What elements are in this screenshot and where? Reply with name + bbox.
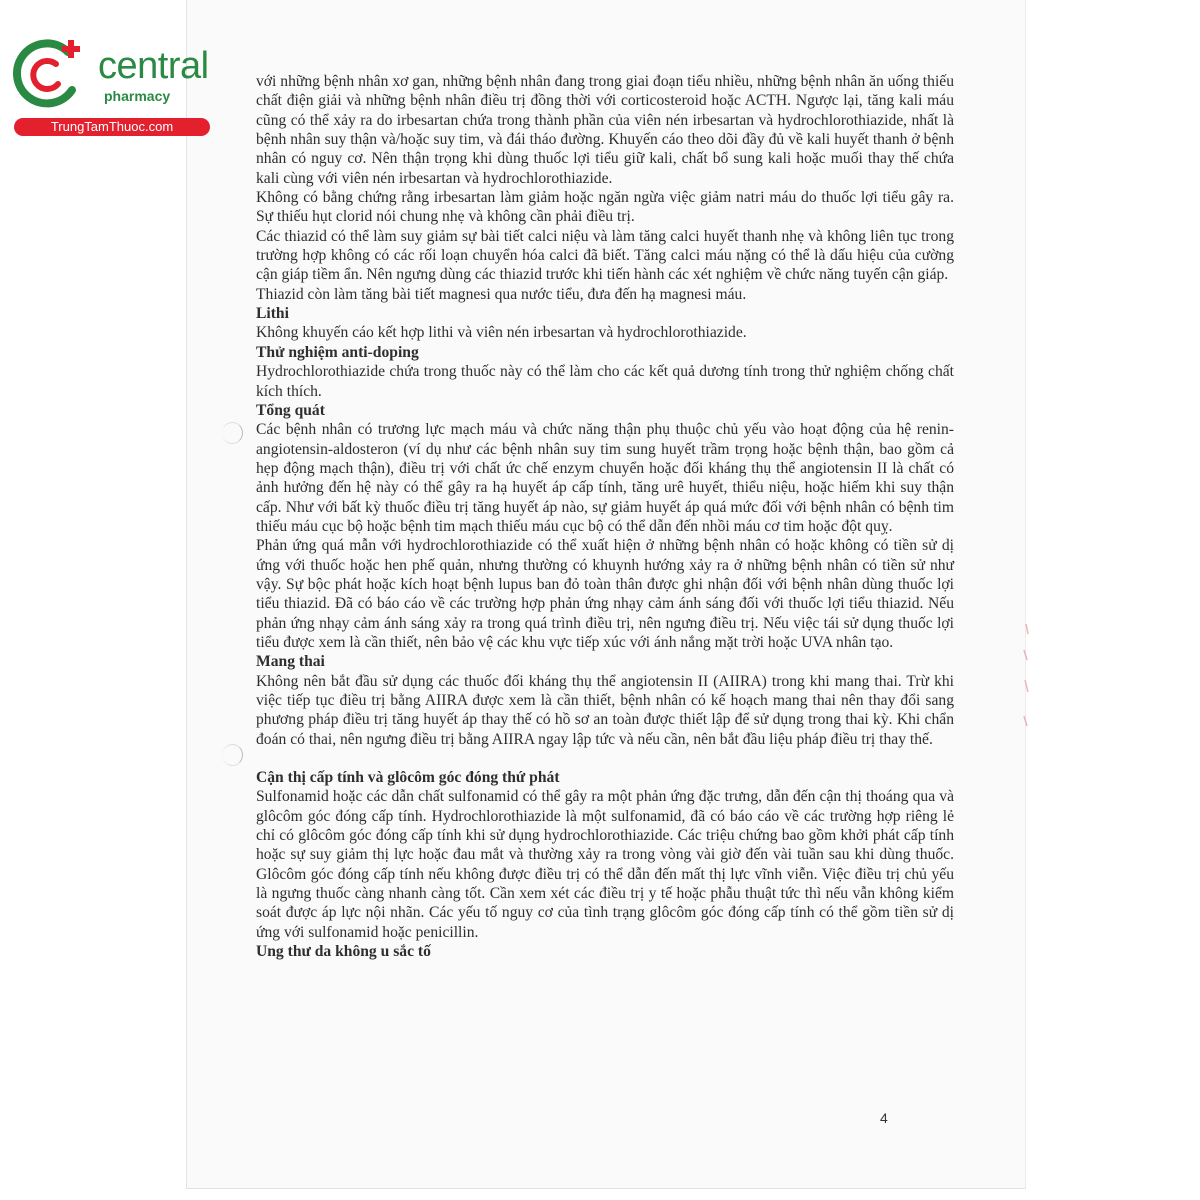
edge-stamp-marks <box>1018 620 1032 740</box>
paragraph: Hydrochlorothiazide chứa trong thuốc này có thể làm cho các kết quả dương tính trong thử nghiệm chống chất kích thích. <box>256 363 954 400</box>
logo-site-url[interactable]: TrungTamThuoc.com <box>14 118 210 136</box>
section-heading-skin-cancer: Ung thư da không u sắc tố <box>256 943 431 961</box>
paragraph: Sulfonamid hoặc các dẫn chất sulfonamid có thể gây ra một phản ứng đặc trưng, dẫn đến cận thị thoáng qua và glôcôm góc đóng cấp tính. Hydrochlorothiazide là một sulfonamid, đã có báo cáo về các trường hợp riêng lẻ chỉ có glôcôm góc đóng cấp tính khi sử dụng hydrochlorothiazide. Các triệu chứng bao gồm khởi phát cấp tính hoặc sự suy giảm thị lực hoặc đau mắt và thường xảy ra trong vòng vài giờ đến vài tuần sau khi dùng thuốc. Glôcôm góc đóng cấp tính nếu không được điều trị có thể dẫn đến mất thị lực vĩnh viễn. Việc điều trị chủ yếu là ngưng thuốc càng nhanh càng tốt. Cần xem xét các điều trị y tế hoặc phẫu thuật tức thì nếu vẫn không kiểm soát được áp lực nội nhãn. Các yếu tố nguy cơ của tình trạng glôcôm góc đóng cấp tính có thể gồm tiền sử dị ứng với sulfonamid hoặc penicillin. <box>256 788 954 941</box>
section-heading-myopia-glaucoma: Cận thị cấp tính và glôcôm góc đóng thứ phát <box>256 769 560 787</box>
paragraph: Không khuyến cáo kết hợp lithi và viên nén irbesartan và hydrochlorothiazide. <box>256 324 747 342</box>
pharmacy-logo[interactable] <box>10 36 215 136</box>
page-number: 4 <box>880 1110 888 1126</box>
central-pharmacy-logo-icon <box>10 38 90 110</box>
paragraph: với những bệnh nhân xơ gan, những bệnh nhân đang trong giai đoạn tiểu nhiều, những bệnh nhân ăn uống thiếu chất điện giải và những bệnh nhân điều trị đồng thời với corticosteroid hoặc ACTH. Ngược lại, tăng kali máu cũng có thể xảy ra do irbesartan chứa trong thành phần của viên nén irbesartan và hydrochlorothiazide, nhất là bệnh nhân suy thận và/hoặc suy tim, và đái tháo đường. Khuyến cáo theo dõi đầy đủ về kali huyết thanh ở bệnh nhân có nguy cơ. Nên thận trọng khi dùng thuốc lợi tiểu giữ kali, chất bổ sung kali hoặc muối thay thế chứa kali cùng với viên nén irbesartan và hydrochlorothiazide. <box>256 73 954 187</box>
punch-hole-mark <box>222 744 243 766</box>
punch-hole-mark <box>222 422 243 444</box>
paragraph: Các bệnh nhân có trương lực mạch máu và chức năng thận phụ thuộc chủ yếu vào hoạt động của hệ renin-angiotensin-aldosteron (ví dụ như các bệnh nhân suy tim sung huyết trầm trọng hoặc bệnh thận, bao gồm cả hẹp động mạch thận), điều trị với chất ức chế enzym chuyển hoặc đối kháng thụ thể angiotensin II là chất có ảnh hưởng đến hệ này có thể gây ra hạ huyết áp cấp tính, tăng urê huyết, thiểu niệu, hoặc hiếm khi suy thận cấp. Như với bất kỳ thuốc điều trị tăng huyết áp nào, sự giảm huyết áp quá mức đối với bệnh nhân có bệnh tim thiếu máu cục bộ hoặc bệnh tim mạch thiếu máu cục bộ có thể dẫn đến nhồi máu cơ tim hoặc đột quỵ. <box>256 421 954 535</box>
section-heading-pregnancy: Mang thai <box>256 653 325 671</box>
paragraph: Không nên bắt đầu sử dụng các thuốc đối kháng thụ thể angiotensin II (AIIRA) trong khi mang thai. Trừ khi việc tiếp tục điều trị bằng AIIRA được xem là cần thiết, bệnh nhân có kế hoạch mang thai nên thay đổi sang phương pháp điều trị tăng huyết áp thay thế có hồ sơ an toàn được thiết lập để sử dụng trong thai kỳ. Khi chẩn đoán có thai, nên ngưng điều trị bằng AIIRA ngay lập tức và nếu cần, nên bắt đầu liệu pháp điều trị thay thế. <box>256 672 954 748</box>
section-heading-anti-doping: Thử nghiệm anti-doping <box>256 343 419 361</box>
logo-brand-name: central <box>98 45 209 87</box>
document-body <box>256 72 954 961</box>
paragraph: Thiazid còn làm tăng bài tiết magnesi qua nước tiểu, đưa đến hạ magnesi máu. <box>256 285 747 303</box>
paragraph: Không có bằng chứng rằng irbesartan làm giảm hoặc ngăn ngừa việc giảm natri máu do thuốc lợi tiểu gây ra. Sự thiếu hụt clorid nói chung nhẹ và không cần phải điều trị. <box>256 189 954 226</box>
paragraph: Phản ứng quá mẫn với hydrochlorothiazide có thể xuất hiện ở những bệnh nhân có hoặc không có tiền sử dị ứng với thuốc hoặc hen phế quản, nhưng thường có khuynh hướng xảy ra ở những bệnh nhân có tiền sử như vậy. Sự bộc phát hoặc kích hoạt bệnh lupus ban đỏ toàn thân được ghi nhận đối với bệnh nhân dùng thuốc lợi tiểu thiazid. Đã có báo cáo về các trường hợp phản ứng nhạy cảm ánh sáng đối với thuốc lợi tiểu thiazid. Nếu phản ứng nhạy cảm ánh sáng xảy ra trong quá trình điều trị, nên ngưng điều trị. Nếu việc tái sử dụng thuốc lợi tiểu được xem là cần thiết, nên bảo vệ các khu vực tiếp xúc với ánh nắng mặt trời hoặc UVA nhân tạo. <box>256 537 954 651</box>
section-heading-lithi: Lithi <box>256 305 289 323</box>
logo-brand-subtitle: pharmacy <box>104 88 171 104</box>
paragraph: Các thiazid có thể làm suy giảm sự bài tiết calci niệu và làm tăng calci huyết thanh nhẹ và không liên tục trong trường hợp không có các rối loạn chuyển hóa calci đã biết. Tăng calci máu nặng có thể là dấu hiệu của cường cận giáp tiềm ẩn. Nên ngưng dùng các thiazid trước khi tiến hành các xét nghiệm về chức năng tuyến cận giáp. <box>256 227 954 284</box>
section-heading-general: Tổng quát <box>256 401 325 419</box>
